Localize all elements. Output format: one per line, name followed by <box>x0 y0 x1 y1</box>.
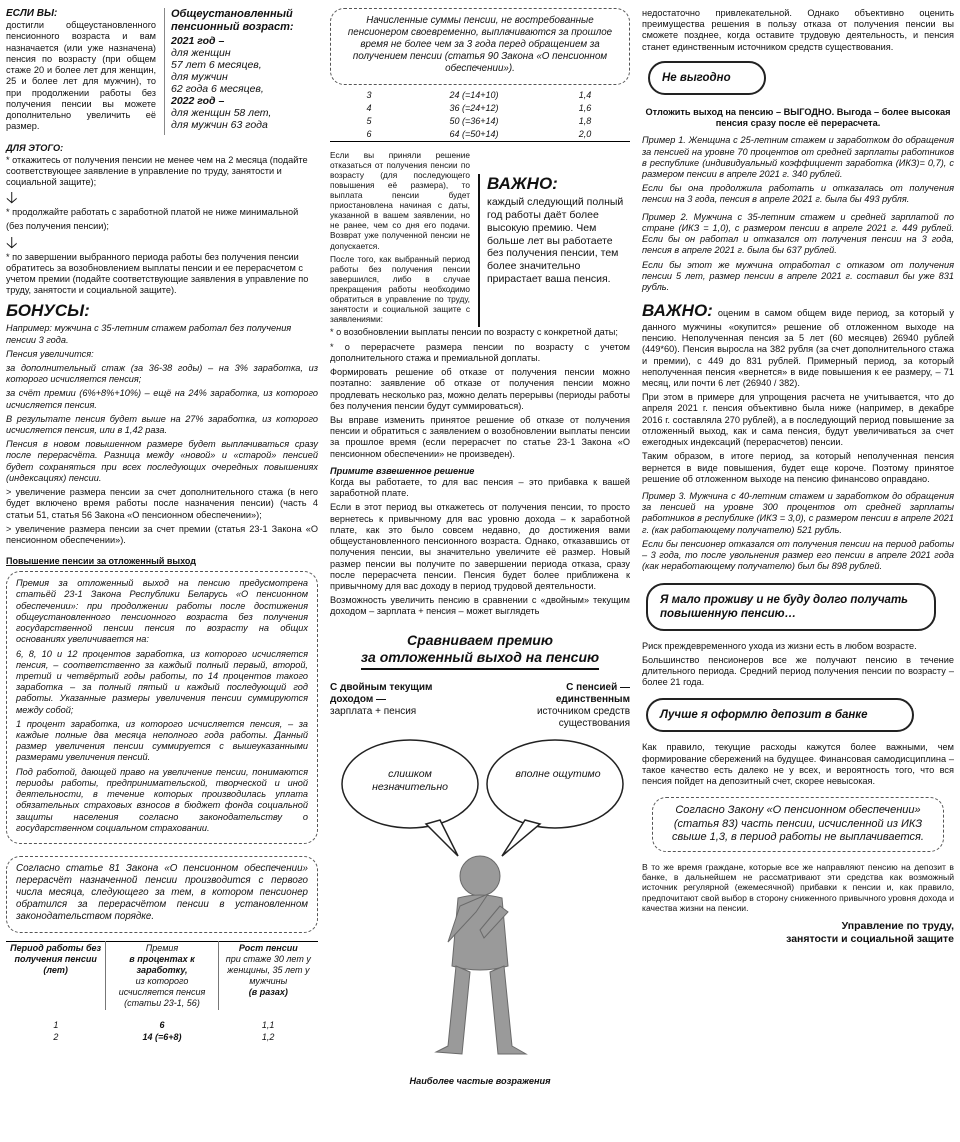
if-you-title: ЕСЛИ ВЫ: <box>6 8 58 19</box>
compare-title-line2: за отложенный выход на пенсию <box>361 649 599 670</box>
bubble-deposit: Лучше я оформлю депозит в банке <box>646 698 914 732</box>
age-line: 62 года 6 месяцев, <box>171 83 264 96</box>
c3-p6: Большинство пенсионеров все же получают пенсию в течение длительного периода. Средний период получения пенсии по возрасту – более 21 года. <box>642 654 954 688</box>
p-e: Когда вы работаете, то для вас пенсия – это прибавка к вашей заработной плате. <box>330 477 630 499</box>
small-text-block <box>330 150 470 328</box>
premium-table-continued <box>330 89 630 142</box>
c3-p1: недостаточно привлекательной. Однако объективно оценить преимущества решения в пользу отказа от получения пенсии вы сможете позднее, когда оставите трудовую деятельность, и пенсия станет единственным источником средств существования. <box>642 8 954 52</box>
table-row: 1 6 1,1 <box>53 1019 275 1030</box>
premium-box <box>6 571 318 844</box>
if-you-block <box>6 8 156 135</box>
bubble-right-text: вполне ощутимо <box>515 767 601 780</box>
column-left <box>6 8 318 1044</box>
art81-box <box>6 856 318 933</box>
bonus-p2: Пенсия увеличится: <box>6 348 94 359</box>
art81-text: Согласно статье 81 Закона «О пенсионном обеспечении» перерасчёт назначенной пенсии производится с первого числа месяца, следующего за тем, в котором пенсионер обратился за перерасчётом пенсии в установленном законодательством порядке. <box>16 863 308 922</box>
age-line: для мужчин 63 года <box>171 119 268 132</box>
age-line: для женщин 58 лет, <box>171 107 272 120</box>
premium-p2: 6, 8, 10 и 12 процентов заработка, из которого исчисляется пенсия, – соответственно за каждый полный первый, второй, третий и четвёртый годы работы, по 14 процентов такого заработка – за полный пятый и каждый последующий год работы. Указанные размеры увеличения пенсии суммируются между собой; <box>16 648 308 715</box>
if-you-text: достигли общеустановленного пенсионного возраста и вам назначается (или уже назначена) пенсия по возрасту (при общем стаже 20 и более лет для женщин, 25 и более лет для мужчин), то при продолжении работы без получения пенсии вы можете дополнительно увеличить её размер. <box>6 20 156 132</box>
example-3b: Если бы пенсионер отказался от получения пенсии на период работы – 3 года, то после увольнения размер его пенсии в апреле 2021 года (как неработающему получателю) был бы 898 рублей. <box>642 538 954 572</box>
example-1b: Если бы она продолжила работать и отказалась от получения пенсии на 3 года, пенсия в апреле 2021 г. была бы 493 рубля. <box>642 183 954 205</box>
bubble-not-profitable: Не выгодно <box>648 61 766 95</box>
example-2: Пример 2. Мужчина с 35-летним стажем и средней зарплатой по стране (ИКЗ = 1,0), с размером пенсии в апреле 2021 г. 449 рублей. Если бы он работал и отказался от получения пенсии на 3 года, пенсия в апреле 2021 г. была бы 637 рублей. <box>642 211 954 256</box>
small-p2: После того, как выбранный период работы без получения пенсии завершился, либо в случае прекращения работы необходимо обратиться в управление по труду, занятости и социальной защите с заявлениями: <box>330 253 470 325</box>
for-this-title: ДЛЯ ЭТОГО: <box>6 143 64 154</box>
table-header-growth: Рост пенсии при стаже 30 лет у женщины, 35 лет у мужчины (в разах) <box>225 942 311 997</box>
premium-p1: Премия за отложенный выход на пенсию предусмотрена статьёй 23-1 Закона Республики Беларусь «О пенсионном обеспечении»: при продолжении работы после достижения общеустановленного пенсионного возраста без получения государственной пенсии пенсия по возрасту на общих основаниях увеличивается на: <box>16 578 308 645</box>
example-2b: Если бы этот же мужчина отработал с отказом от получения пенсии 5 лет, размер пенсии в апреле 2021 г. составил бы уже 831 рубль. <box>642 259 954 292</box>
important-title: ВАЖНО: <box>487 173 558 193</box>
compare-title-line1: Сравниваем премию <box>407 631 553 648</box>
art83-text: Согласно Закону «О пенсионном обеспечении» (статья 83) часть пенсии, исчисленной из ИКЗ свыше 1,3, в период работы не выплачивается. <box>672 804 924 844</box>
age-box <box>164 8 318 135</box>
column-middle <box>330 8 630 1096</box>
important-text: каждый следующий полный год работы даёт более высокую премию. Чем больше лет вы работаете без получения пенсии, тем более значительно прирастает ваша пенсия. <box>487 196 624 286</box>
c3-p4: Таким образом, в итоге период, за который неполученная пенсия вернется в виде повышения, будет еще короче. Поэтому принятое решение об отложенном выходе на пенсию финансово оправдано. <box>642 451 954 484</box>
premium-p4: Под работой, дающей право на увеличение пенсии, понимаются периоды работы, предпринимательской, творческой и иной деятельности, в течение которых производилась уплата обязательных страховых взносов в бюджет фонда социальной защиты населения согласно законодательству о государственном социальном страховании. <box>16 766 308 833</box>
decision-title: Примите взвешенное решение <box>330 465 475 476</box>
age-line: 57 лет 6 месяцев, <box>171 58 262 71</box>
bubble-left-text: слишком незначительно <box>372 767 448 793</box>
arrow-down-icon: 🡣 <box>6 234 18 252</box>
c3-p2: Отложить выход на пенсию – ВЫГОДНО. Выгода – более высокая пенсия сразу после её перерасчета. <box>645 106 951 129</box>
example-3: Пример 3. Мужчина с 40-летним стажем и заработком до обращения за пенсией на уровне 300 процентов от средней зарплаты работников в республике (ИКЗ = 3,0), с размером пенсии в апреле 2021 г. (как работающему получателю) 521 рубль. <box>642 490 954 535</box>
bonus-p7: > увеличение размера пенсии за счет дополнительного стажа (в него будет включено время работы после назначения пенсии) (часть 4 статьи 51, статья 56 Закона «О пенсионном обеспечении»); <box>6 487 318 520</box>
important-text-2: оценим в самом общем виде период, за который у данного мужчины «окупится» решение об отложенном выходе на пенсию. Неполученная пенсия за 5 лет (60 месяцев) 26940 рублей (449*60). Пенсия выросла на 382 рубля (за счет дополнительного стажа и премии), с 449 до 831 рублей. Примерный период, за который неполученная пенсия «вернется» в виде повышения к ее размеру, – 71 месяц, или почти 6 лет (26940 / 382). <box>642 308 954 388</box>
table-row: 5 50 (=36+14) 1,8 <box>366 115 592 126</box>
art83-box <box>652 797 944 851</box>
unclaimed-box <box>330 8 630 85</box>
illustration-area <box>330 676 630 1096</box>
signature: Управление по труду, занятости и социальной защите <box>786 919 954 945</box>
table-header-premium: Премия в процентах к заработку, из которого исчисляется пенсия (статьи 23-1, 56) <box>106 941 218 1009</box>
bonus-p3: за дополнительный стаж (за 36-38 годы) – на 3% заработка, из которого исчисляется пенсия; <box>6 362 318 385</box>
bonus-p4: за счёт премии (6%+8%+10%) – ещё на 24% заработка, из которого исчисляется пенсия. <box>6 388 318 410</box>
example-1: Пример 1. Женщина с 25-летним стажем и заработком до обращения за пенсией на уровне 70 процентов от средней зарплаты работников в республике (индивидуальный коэффициент заработка (ИКЗ)= 0,7), с размером пенсии в апреле 2021 г. 340 рублей. <box>642 135 954 179</box>
column-right <box>642 8 954 946</box>
premium-p3: 1 процент заработка, из которого исчисляется пенсия, – за каждые полные два месяца неполного года работы. Данный размер увеличения пенсии суммируется с вышеуказанными размерами увеличения пенсий. <box>16 718 308 763</box>
step-3: * по завершении выбранного периода работы без получения пенсии обратитесь за возобновлением выплаты пенсии и ее перерасчетом с учетом премии (подайте соответствующие заявления в управление по труду, занятости и социальной защите). <box>6 251 309 296</box>
age-box-title: Общеустановленный пенсионный возраст: <box>171 8 294 34</box>
table-row: 3 24 (=14+10) 1,4 <box>366 89 592 100</box>
c3-p3: При этом в примере для упрощения расчета не учитывается, что до апреля 2021 г. пенсия объективно была ниже (например, в декабре 2016 г. составляла 270 рублей), а в последующий период повышение за отложенный выход, как и сама пенсия, будут увеличиваться за счет ежегодных индексаций (перерасчетов) пенсии. <box>642 392 954 448</box>
age-line: 2022 год – <box>171 95 225 108</box>
table-row: 2 14 (=6+8) 1,2 <box>53 1032 275 1043</box>
premium-table <box>6 941 318 1045</box>
c3-p8: В то же время граждане, которые все же направляют пенсию на депозит в банке, в дальнейшем не рассматривают эти средства как возможный источник регулярной (ежемесячной) прибавки к пенсии и, как правило, предпочитают свой выбор в сторону сниженного привычного уровня дохода и качества жизни на пенсии. <box>642 861 954 914</box>
table-row: 4 36 (=24+12) 1,6 <box>366 102 592 113</box>
important-block <box>478 174 630 328</box>
age-line: для женщин <box>171 46 231 59</box>
step-1: * откажитесь от получения пенсии не менее чем на 2 месяца (подайте соответствующее заявление в управление по труду, занятости и социальной защите); <box>6 154 308 188</box>
bonus-p8: > увеличение размера пенсии за счет премии (статья 23-1 Закона «О пенсионном обеспечении»). <box>6 523 318 546</box>
step-2b: (без получения пенсии); <box>6 221 109 232</box>
bubble-short-life: Я мало проживу и не буду долго получать повышенную пенсию… <box>646 583 936 631</box>
left-label: С двойным текущим доходом — зарплата + пенсия <box>330 681 433 718</box>
p-a: * о возобновлении выплаты пенсии по возрасту с конкретной даты; <box>330 327 618 338</box>
bonus-title: БОНУСЫ: <box>6 300 90 320</box>
important-title-2: ВАЖНО: <box>642 301 713 321</box>
table-row: 6 64 (=50+14) 2,0 <box>366 128 592 139</box>
compare-heading <box>330 632 630 670</box>
table-header-period: Период работы без получения пенсии (лет) <box>6 941 106 1009</box>
c3-p5: Риск преждевременного ухода из жизни есть в любом возрасте. <box>642 640 917 651</box>
increase-title: Повышение пенсии за отложенный выход <box>6 556 196 567</box>
step-2a: * продолжайте работать с заработной платой не ниже минимальной <box>6 207 299 218</box>
thinking-person-icon <box>436 856 526 1054</box>
p-g: Возможность увеличить пенсию в сравнении с «двойным» текущим доходом – зарплата + пенсия – может выглядеть <box>330 595 630 617</box>
important-block-2 <box>642 301 954 389</box>
p-f: Если в этот период вы откажетесь от получения пенсии, то просто вернетесь к привычному для вас уровню дохода – к заработной плате, как это было совсем недавно, до достижения вами общеустановленного пенсионного возраста. Однако, отказавшись от получения пенсии, вы значительно увеличите её размер. Новый размер пенсии вы получите по завершении периода отказа, сразу после перерасчета пенсии. Пенсия будет более приближена к привычному для вас доходу в период трудовой деятельности. <box>330 502 630 592</box>
arrow-down-icon: 🡣 <box>6 190 18 208</box>
small-p1: Если вы приняли решение отказаться от получения пенсии по возрасту (для последующего повышения её размера), то выплата пенсии будет приостановлена начиная с даты, указанной в вашем заявлении, но не ранее, чем со дня его подачи. Возврат уже полученной пенсии не допускается. <box>330 149 470 251</box>
right-label: С пенсией — единственным источником средств существования <box>536 681 630 730</box>
figure-caption: Наиболее частые возражения <box>409 1075 551 1086</box>
unclaimed-text: Начисленные суммы пенсии, не востребованные пенсионером своевременно, выплачиваются за прошлое время не более чем за 3 года перед обращением за получением пенсии (статья 90 Закона «О пенсионном обеспечении»). <box>347 15 613 74</box>
p-d: Вы вправе изменить принятое решение об отказе от получения пенсии и обратиться с заявлением о возобновлении выплаты пенсии за прошлое время (если перерасчет по статье 23-1 Закона «О пенсионном обеспечении» не произведен). <box>330 414 630 459</box>
p-b: * о перерасчете размера пенсии по возрасту с учетом дополнительного стажа и премиальной доплаты. <box>330 341 630 363</box>
c3-p7: Как правило, текущие расходы кажутся более важными, чем формирование сбережений на будущее. Финансовая самодисциплина – такое качество есть далеко не у всех, и вероятность того, что вся пенсия пойдет на депозитный счет, скорее невысокая. <box>642 742 954 787</box>
age-line: 2021 год – <box>171 34 225 47</box>
bonus-p5: В результате пенсия будет выше на 27% заработка, из которого исчисляется пенсия, или в 1,42 раза. <box>6 413 318 436</box>
bonus-p1: Например: мужчина с 35-летним стажем работал без получения пенсии 3 года. <box>6 323 292 345</box>
age-line: для мужчин <box>171 71 228 83</box>
p-c: Формировать решение об отказе от получения пенсии можно поэтапно: заявление об отказе от получения пенсии можно продлевать несколько раз, можно делать перерывы (периоды работы без получения пенсии будут суммироваться). <box>330 367 630 411</box>
bonus-p6: Пенсия в новом повышенном размере будет выплачиваться сразу после перерасчёта. Разница между «новой» и «старой» пенсией будет сохраняться при всех последующих очередных повышениях (индексациях) пенсии. <box>6 439 318 483</box>
